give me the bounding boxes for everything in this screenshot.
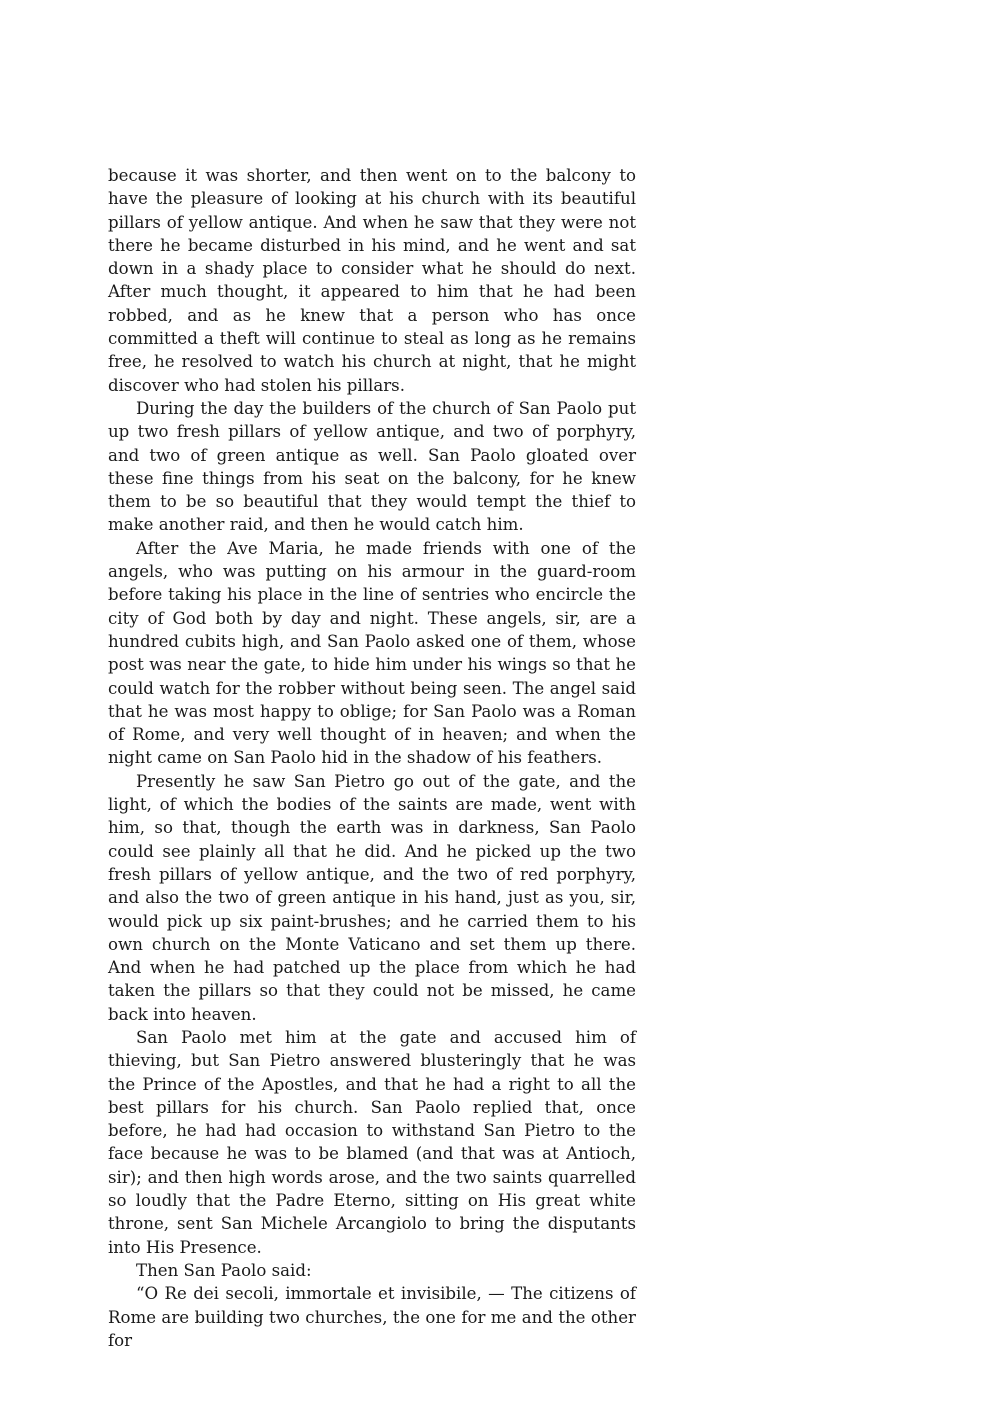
paragraph-1: because it was shorter, and then went on to the balcony to have the pleasure of looking at his church with its beautiful pillars of yellow antique. And when he saw that they were not there he became disturbed in his mind, and he went and sat down in a shady place to consider what he should do next. After much thought, it appeared to him that he had been robbed, and as he knew that a person who has once committed a theft will continue to steal as long as he remains free, he resolved to watch his church at night, that he might discover who had stolen his pillars. — [108, 166, 636, 395]
page-body — [108, 164, 636, 1352]
paragraph-3: After the Ave Maria, he made friends with one of the angels, who was putting on his armour in the guard-room before taking his place in the line of sentries who encircle the city of God both by day and night. These angels, sir, are a hundred cubits high, and San Paolo asked one of them, whose post was near the gate, to hide him under his wings so that he could watch for the robber without being seen. The angel said that he was most happy to oblige; for San Paolo was a Roman of Rome, and very well thought of in heaven; and when the night came on San Paolo hid in the shadow of his feathers. — [108, 538, 636, 768]
paragraph-5: San Paolo met him at the gate and accused him of thieving, but San Pietro answered blusteringly that he was the Prince of the Apostles, and that he had a right to all the best pillars for his church. San Paolo replied that, once before, he had had occasion to withstand San Pietro to the face because he was to be blamed (and that was at Antioch, sir); and then high words arose, and the two saints quarrelled so loudly that the Padre Eterno, sitting on His great white throne, sent San Michele Arcangiolo to bring the disputants into His Presence. — [108, 1027, 636, 1257]
paragraph-2: During the day the builders of the church of San Paolo put up two fresh pillars of yellow antique, and two of porphyry, and two of green antique as well. San Paolo gloated over these fine things from his seat on the balcony, for he knew them to be so beautiful that they would tempt the thief to make another raid, and then he would catch him. — [108, 398, 636, 535]
paragraph-7: “O Re dei secoli, immortale et invisibile, — The citizens of Rome are building two churches, the one for me and the other for — [108, 1284, 636, 1350]
paragraph-4: Presently he saw San Pietro go out of the gate, and the light, of which the bodies of the saints are made, went with him, so that, though the earth was in darkness, San Paolo could see plainly all that he did. And he picked up the two fresh pillars of yellow antique, and the two of red porphyry, and also the two of green antique in his hand, just as you, sir, would pick up six paint-brushes; and he carried them to his own church on the Monte Vaticano and set them up there. And when he had patched up the place from which he had taken the pillars so that they could not be missed, he came back into heaven. — [108, 771, 636, 1024]
paragraph-6: Then San Paolo said: — [136, 1260, 312, 1280]
